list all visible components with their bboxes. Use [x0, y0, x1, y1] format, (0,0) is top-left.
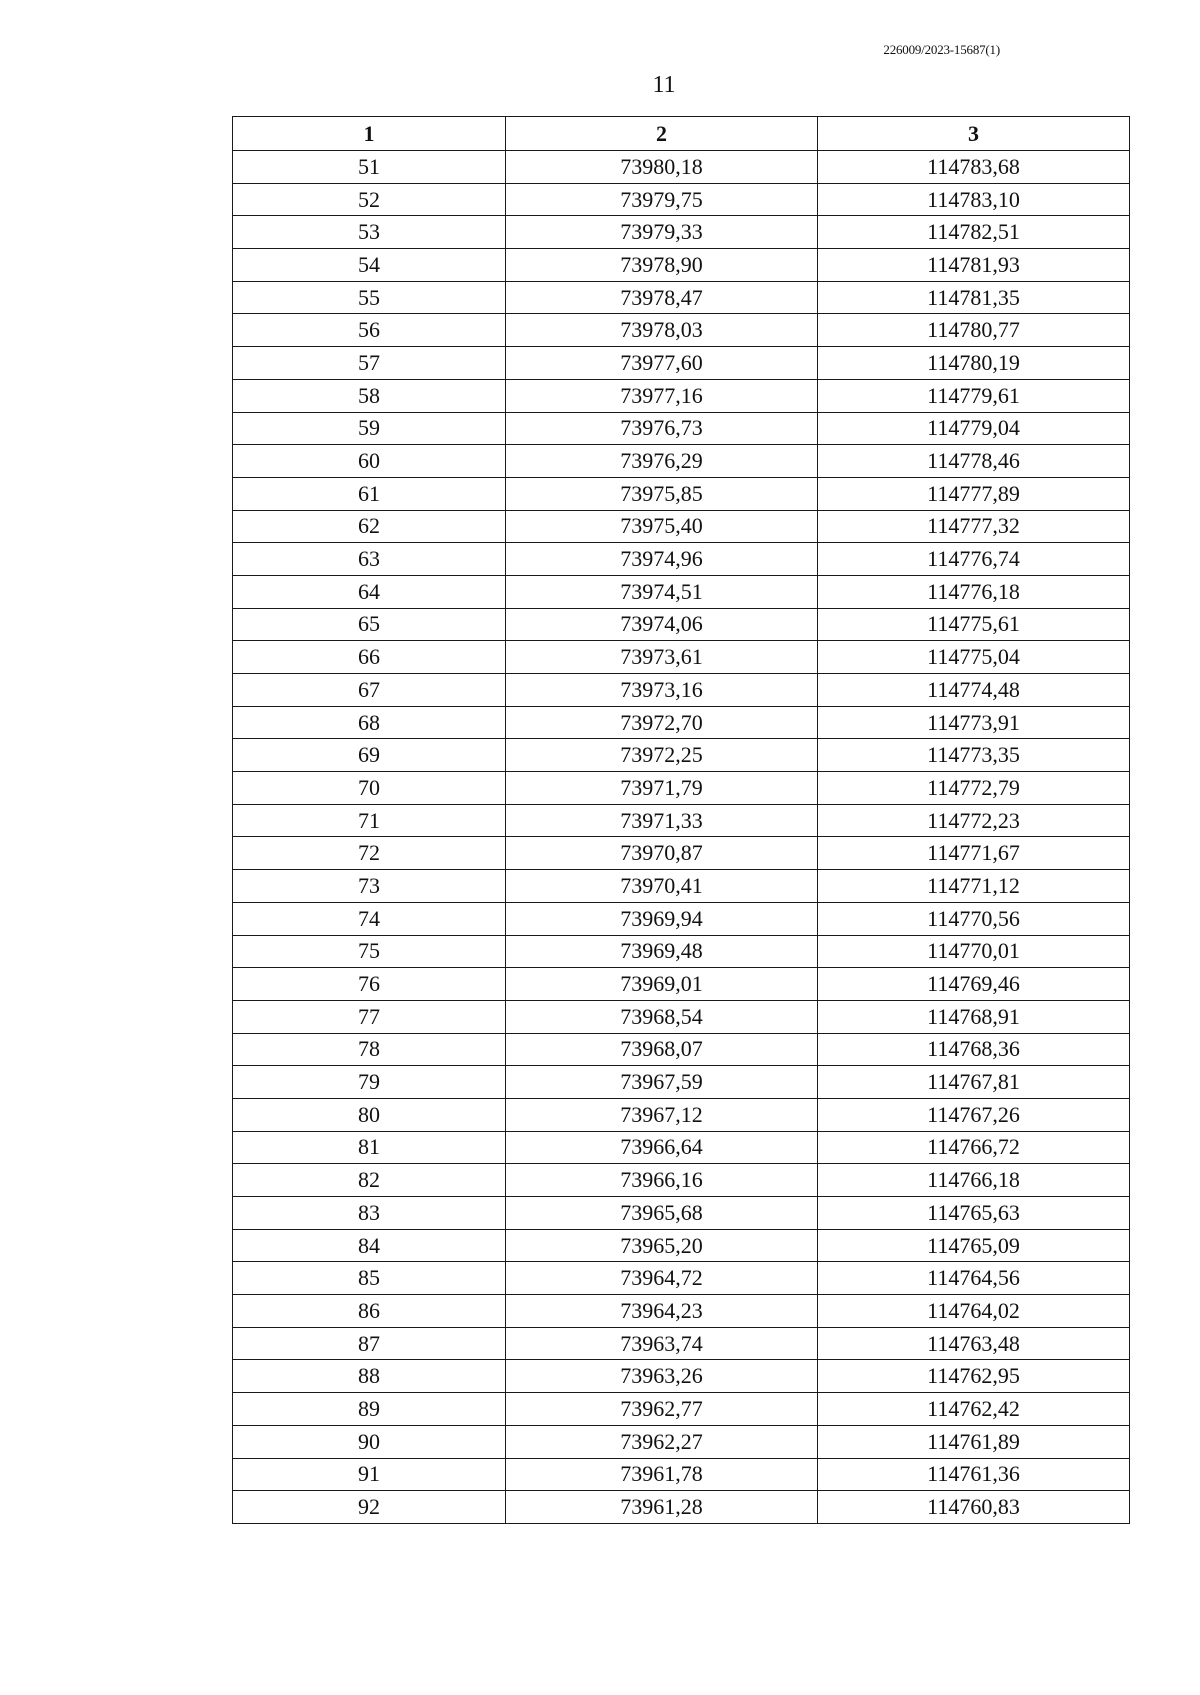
x-coordinate-cell: 73970,87	[506, 837, 818, 870]
x-coordinate-cell: 73978,90	[506, 249, 818, 282]
x-coordinate-cell: 73973,16	[506, 674, 818, 707]
point-number-cell: 54	[233, 249, 506, 282]
point-number-cell: 83	[233, 1197, 506, 1230]
x-coordinate-cell: 73962,77	[506, 1393, 818, 1426]
point-number-cell: 63	[233, 543, 506, 576]
table-row	[233, 510, 1130, 543]
table-row	[233, 281, 1130, 314]
point-number-cell: 74	[233, 902, 506, 935]
y-coordinate-cell: 114763,48	[818, 1327, 1130, 1360]
x-coordinate-cell: 73978,47	[506, 281, 818, 314]
table-row	[233, 575, 1130, 608]
point-number-cell: 60	[233, 445, 506, 478]
point-number-cell: 78	[233, 1033, 506, 1066]
table-row	[233, 1393, 1130, 1426]
y-coordinate-cell: 114775,61	[818, 608, 1130, 641]
column-header-1: 1	[233, 117, 506, 151]
point-number-cell: 71	[233, 804, 506, 837]
y-coordinate-cell: 114761,36	[818, 1458, 1130, 1491]
y-coordinate-cell: 114782,51	[818, 216, 1130, 249]
y-coordinate-cell: 114772,23	[818, 804, 1130, 837]
x-coordinate-cell: 73977,60	[506, 347, 818, 380]
y-coordinate-cell: 114781,93	[818, 249, 1130, 282]
column-header-3: 3	[818, 117, 1130, 151]
y-coordinate-cell: 114773,91	[818, 706, 1130, 739]
table-row	[233, 183, 1130, 216]
x-coordinate-cell: 73972,70	[506, 706, 818, 739]
x-coordinate-cell: 73972,25	[506, 739, 818, 772]
y-coordinate-cell: 114783,10	[818, 183, 1130, 216]
x-coordinate-cell: 73977,16	[506, 379, 818, 412]
point-number-cell: 72	[233, 837, 506, 870]
table-row	[233, 1360, 1130, 1393]
y-coordinate-cell: 114776,18	[818, 575, 1130, 608]
table-row	[233, 1066, 1130, 1099]
column-header-2: 2	[506, 117, 818, 151]
y-coordinate-cell: 114760,83	[818, 1491, 1130, 1524]
y-coordinate-cell: 114773,35	[818, 739, 1130, 772]
y-coordinate-cell: 114781,35	[818, 281, 1130, 314]
x-coordinate-cell: 73979,75	[506, 183, 818, 216]
x-coordinate-cell: 73961,78	[506, 1458, 818, 1491]
x-coordinate-cell: 73975,85	[506, 477, 818, 510]
table-row	[233, 1491, 1130, 1524]
point-number-cell: 79	[233, 1066, 506, 1099]
point-number-cell: 84	[233, 1229, 506, 1262]
table-row	[233, 1425, 1130, 1458]
y-coordinate-cell: 114768,91	[818, 1000, 1130, 1033]
point-number-cell: 76	[233, 968, 506, 1001]
y-coordinate-cell: 114766,72	[818, 1131, 1130, 1164]
table-row	[233, 674, 1130, 707]
page-number: 11	[652, 72, 676, 98]
x-coordinate-cell: 73974,96	[506, 543, 818, 576]
x-coordinate-cell: 73979,33	[506, 216, 818, 249]
table-row	[233, 412, 1130, 445]
y-coordinate-cell: 114765,09	[818, 1229, 1130, 1262]
point-number-cell: 73	[233, 870, 506, 903]
document-reference-number: 226009/2023-15687(1)	[883, 42, 1000, 57]
point-number-cell: 89	[233, 1393, 506, 1426]
y-coordinate-cell: 114779,04	[818, 412, 1130, 445]
point-number-cell: 61	[233, 477, 506, 510]
table-row	[233, 1000, 1130, 1033]
y-coordinate-cell: 114764,56	[818, 1262, 1130, 1295]
x-coordinate-cell: 73969,94	[506, 902, 818, 935]
x-coordinate-cell: 73978,03	[506, 314, 818, 347]
table-row	[233, 1033, 1130, 1066]
x-coordinate-cell: 73976,29	[506, 445, 818, 478]
y-coordinate-cell: 114767,81	[818, 1066, 1130, 1099]
point-number-cell: 57	[233, 347, 506, 380]
point-number-cell: 69	[233, 739, 506, 772]
point-number-cell: 70	[233, 772, 506, 805]
x-coordinate-cell: 73971,33	[506, 804, 818, 837]
table-row	[233, 902, 1130, 935]
table-header	[233, 117, 1130, 151]
y-coordinate-cell: 114770,01	[818, 935, 1130, 968]
y-coordinate-cell: 114776,74	[818, 543, 1130, 576]
point-number-cell: 62	[233, 510, 506, 543]
point-number-cell: 75	[233, 935, 506, 968]
y-coordinate-cell: 114780,19	[818, 347, 1130, 380]
table-row	[233, 477, 1130, 510]
x-coordinate-cell: 73980,18	[506, 151, 818, 184]
x-coordinate-cell: 73962,27	[506, 1425, 818, 1458]
x-coordinate-cell: 73969,01	[506, 968, 818, 1001]
point-number-cell: 87	[233, 1327, 506, 1360]
y-coordinate-cell: 114767,26	[818, 1098, 1130, 1131]
x-coordinate-cell: 73968,54	[506, 1000, 818, 1033]
x-coordinate-cell: 73963,74	[506, 1327, 818, 1360]
y-coordinate-cell: 114778,46	[818, 445, 1130, 478]
point-number-cell: 64	[233, 575, 506, 608]
table-row	[233, 1197, 1130, 1230]
x-coordinate-cell: 73965,20	[506, 1229, 818, 1262]
table-row	[233, 543, 1130, 576]
table-row	[233, 249, 1130, 282]
table-row	[233, 1164, 1130, 1197]
table-row	[233, 347, 1130, 380]
table-row	[233, 804, 1130, 837]
point-number-cell: 58	[233, 379, 506, 412]
point-number-cell: 82	[233, 1164, 506, 1197]
y-coordinate-cell: 114777,32	[818, 510, 1130, 543]
y-coordinate-cell: 114779,61	[818, 379, 1130, 412]
point-number-cell: 91	[233, 1458, 506, 1491]
x-coordinate-cell: 73976,73	[506, 412, 818, 445]
table-row	[233, 1327, 1130, 1360]
point-number-cell: 86	[233, 1295, 506, 1328]
coordinates-table	[232, 116, 1130, 1524]
x-coordinate-cell: 73965,68	[506, 1197, 818, 1230]
table-row	[233, 1458, 1130, 1491]
y-coordinate-cell: 114772,79	[818, 772, 1130, 805]
x-coordinate-cell: 73966,16	[506, 1164, 818, 1197]
table-row	[233, 837, 1130, 870]
point-number-cell: 88	[233, 1360, 506, 1393]
x-coordinate-cell: 73971,79	[506, 772, 818, 805]
point-number-cell: 90	[233, 1425, 506, 1458]
point-number-cell: 80	[233, 1098, 506, 1131]
table-row	[233, 739, 1130, 772]
table-row	[233, 314, 1130, 347]
y-coordinate-cell: 114762,42	[818, 1393, 1130, 1426]
point-number-cell: 65	[233, 608, 506, 641]
point-number-cell: 59	[233, 412, 506, 445]
y-coordinate-cell: 114762,95	[818, 1360, 1130, 1393]
table-body	[233, 151, 1130, 1524]
y-coordinate-cell: 114766,18	[818, 1164, 1130, 1197]
table-row	[233, 608, 1130, 641]
y-coordinate-cell: 114765,63	[818, 1197, 1130, 1230]
point-number-cell: 55	[233, 281, 506, 314]
point-number-cell: 52	[233, 183, 506, 216]
y-coordinate-cell: 114764,02	[818, 1295, 1130, 1328]
y-coordinate-cell: 114771,12	[818, 870, 1130, 903]
table-row	[233, 641, 1130, 674]
table-row	[233, 968, 1130, 1001]
point-number-cell: 68	[233, 706, 506, 739]
y-coordinate-cell: 114783,68	[818, 151, 1130, 184]
x-coordinate-cell: 73967,59	[506, 1066, 818, 1099]
y-coordinate-cell: 114770,56	[818, 902, 1130, 935]
x-coordinate-cell: 73975,40	[506, 510, 818, 543]
x-coordinate-cell: 73964,72	[506, 1262, 818, 1295]
table-row	[233, 1229, 1130, 1262]
table-row	[233, 379, 1130, 412]
x-coordinate-cell: 73963,26	[506, 1360, 818, 1393]
table-row	[233, 706, 1130, 739]
table-row	[233, 870, 1130, 903]
x-coordinate-cell: 73974,51	[506, 575, 818, 608]
y-coordinate-cell: 114780,77	[818, 314, 1130, 347]
y-coordinate-cell: 114774,48	[818, 674, 1130, 707]
x-coordinate-cell: 73970,41	[506, 870, 818, 903]
x-coordinate-cell: 73973,61	[506, 641, 818, 674]
table-row	[233, 151, 1130, 184]
table-row	[233, 1098, 1130, 1131]
x-coordinate-cell: 73967,12	[506, 1098, 818, 1131]
y-coordinate-cell: 114775,04	[818, 641, 1130, 674]
table-row	[233, 1295, 1130, 1328]
table-row	[233, 216, 1130, 249]
point-number-cell: 92	[233, 1491, 506, 1524]
x-coordinate-cell: 73974,06	[506, 608, 818, 641]
point-number-cell: 85	[233, 1262, 506, 1295]
x-coordinate-cell: 73961,28	[506, 1491, 818, 1524]
table-row	[233, 1131, 1130, 1164]
y-coordinate-cell: 114777,89	[818, 477, 1130, 510]
point-number-cell: 66	[233, 641, 506, 674]
y-coordinate-cell: 114761,89	[818, 1425, 1130, 1458]
y-coordinate-cell: 114769,46	[818, 968, 1130, 1001]
y-coordinate-cell: 114771,67	[818, 837, 1130, 870]
table-row	[233, 935, 1130, 968]
point-number-cell: 51	[233, 151, 506, 184]
table-row	[233, 772, 1130, 805]
header-row	[233, 117, 1130, 151]
table-row	[233, 1262, 1130, 1295]
x-coordinate-cell: 73969,48	[506, 935, 818, 968]
x-coordinate-cell: 73968,07	[506, 1033, 818, 1066]
point-number-cell: 56	[233, 314, 506, 347]
table-row	[233, 445, 1130, 478]
point-number-cell: 77	[233, 1000, 506, 1033]
point-number-cell: 67	[233, 674, 506, 707]
point-number-cell: 81	[233, 1131, 506, 1164]
point-number-cell: 53	[233, 216, 506, 249]
x-coordinate-cell: 73966,64	[506, 1131, 818, 1164]
y-coordinate-cell: 114768,36	[818, 1033, 1130, 1066]
x-coordinate-cell: 73964,23	[506, 1295, 818, 1328]
